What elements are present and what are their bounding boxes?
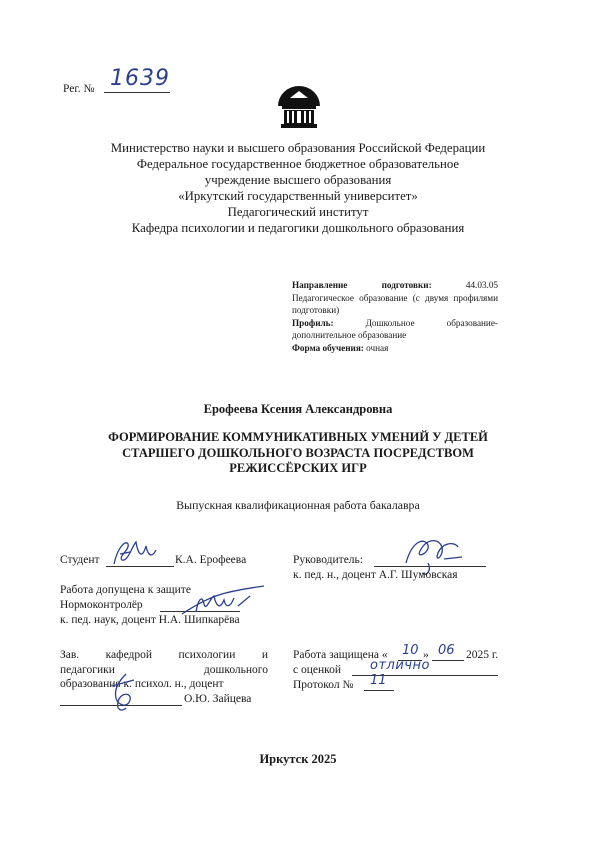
- defense-sep: »: [423, 649, 429, 661]
- direction-block: [292, 279, 498, 354]
- normcontrol-details: к. пед. наук, доцент Н.А. Шипкарёва: [60, 614, 240, 626]
- grade-value: отлично: [370, 658, 430, 673]
- ministry-line: учреждение высшего образования: [204, 173, 392, 187]
- head-word: Зав.: [60, 649, 80, 661]
- ministry-header: [0, 140, 596, 236]
- university-logo-icon: [276, 86, 322, 132]
- student-signature-icon: [108, 536, 160, 570]
- protocol-label: Протокол №: [293, 679, 354, 691]
- ministry-line: Федеральное государственное бюджетное образовательное: [136, 157, 460, 171]
- title-line: РЕЖИССЁРСКИХ ИГР: [229, 461, 367, 475]
- student-name: К.А. Ерофеева: [175, 554, 247, 566]
- grade-label: с оценкой: [293, 664, 342, 676]
- head-word: кафедрой: [105, 649, 153, 661]
- normcontrol-label: Нормоконтролёр: [60, 599, 143, 611]
- defense-label: Работа защищена «: [293, 649, 388, 661]
- reg-number: 1639: [110, 66, 170, 91]
- profile-value: Дошкольное образование-дополнительное образование: [292, 317, 498, 340]
- head-name: О.Ю. Зайцева: [184, 693, 252, 705]
- supervisor-details: к. пед. н., доцент А.Г. Шумовская: [293, 569, 458, 581]
- student-label: Студент: [60, 554, 100, 566]
- reg-label: Рег. №: [63, 83, 95, 95]
- protocol-line: [364, 690, 394, 691]
- head-word: и: [261, 649, 268, 661]
- ministry-line: Кафедра психологии и педагогики дошкольного образования: [131, 221, 465, 235]
- title-line: ФОРМИРОВАНИЕ КОММУНИКАТИВНЫХ УМЕНИЙ У ДЕТЕЙ: [108, 430, 488, 444]
- author-name: Ерофеева Ксения Александровна: [203, 402, 393, 416]
- defense-day: 10: [402, 643, 419, 658]
- head-line3: образования к. психол. н., доцент: [60, 678, 224, 690]
- head-signature-icon: [108, 672, 138, 714]
- defense-month-line: [432, 660, 464, 661]
- direction-value: 44.03.05 Педагогическое образование (с двумя профилями подготовки): [292, 280, 498, 315]
- reg-underline: [104, 92, 170, 93]
- ministry-line: «Иркутский государственный университет»: [178, 189, 418, 203]
- admitted-label: Работа допущена к защите: [60, 584, 191, 596]
- profile-label: Профиль:: [292, 317, 334, 328]
- work-type: Выпускная квалификационная работа бакалавра: [176, 498, 420, 512]
- title-line: СТАРШЕГО ДОШКОЛЬНОГО ВОЗРАСТА ПОСРЕДСТВОМ: [122, 445, 474, 460]
- ministry-line: Министерство науки и высшего образования Российской Федерации: [110, 141, 486, 155]
- city-year: Иркутск 2025: [259, 752, 337, 766]
- protocol-number: 11: [370, 673, 387, 688]
- defense-month: 06: [438, 643, 455, 658]
- head-word: педагогики: [60, 663, 115, 676]
- supervisor-label: Руководитель:: [293, 554, 363, 566]
- head-word: психологии: [178, 649, 236, 661]
- head-block: [60, 648, 268, 692]
- defense-year: 2025 г.: [466, 649, 499, 661]
- head-word: дошкольного: [203, 663, 268, 676]
- direction-label: Направление подготовки:: [292, 280, 432, 290]
- thesis-title: [60, 430, 536, 477]
- study-form-label: Форма обучения:: [292, 342, 364, 353]
- study-form-value: очная: [366, 342, 389, 353]
- ministry-line: Педагогический институт: [227, 205, 369, 219]
